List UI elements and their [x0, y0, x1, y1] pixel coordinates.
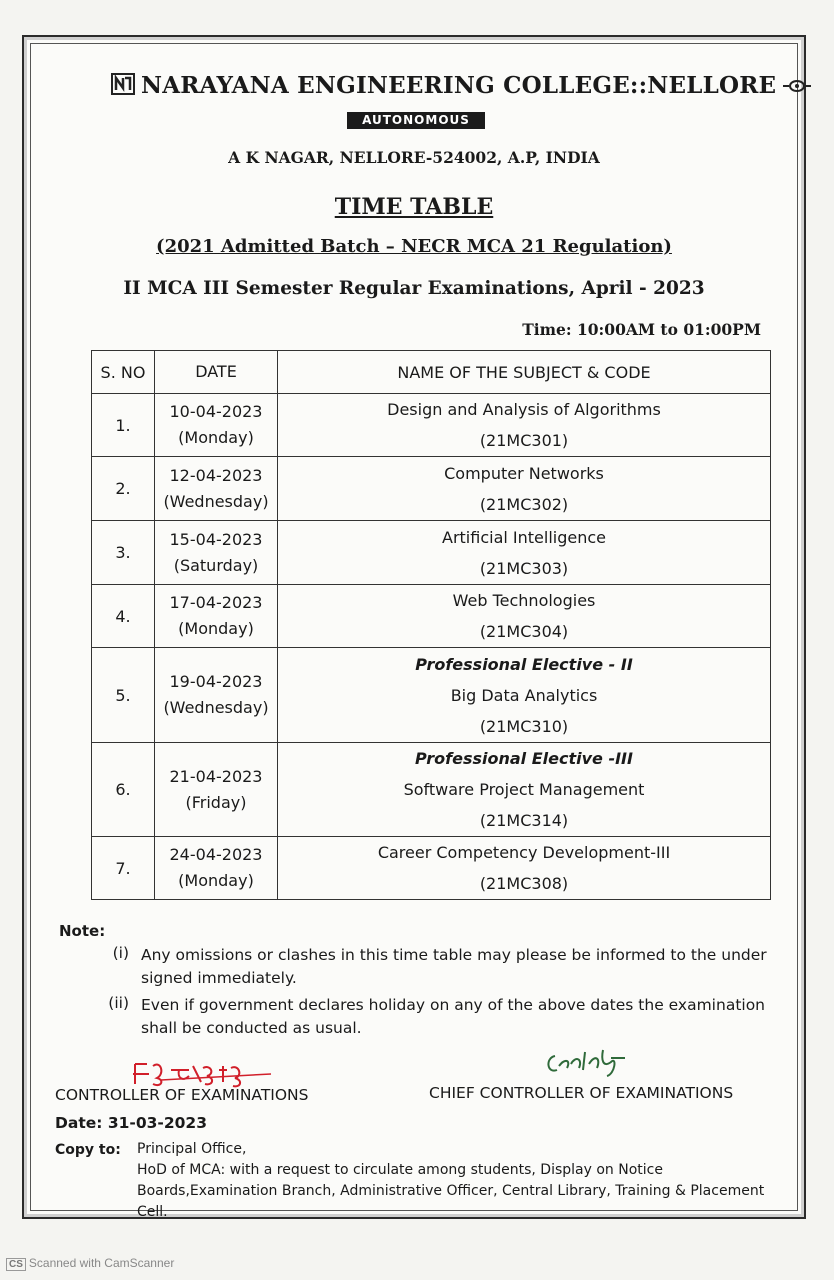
subject-code: (21MC304)	[479, 622, 569, 641]
note-text: Any omissions or clashes in this time table may please be informed to the under signed immediately.	[141, 946, 767, 987]
college-header	[111, 72, 777, 99]
subject-name: Design and Analysis of Algorithms	[387, 400, 661, 419]
row-date	[155, 743, 278, 837]
subject-name: Software Project Management	[403, 780, 645, 799]
subject-name: Big Data Analytics	[450, 685, 598, 705]
row-sno: 1.	[92, 394, 155, 457]
chief-controller-signature	[541, 1044, 651, 1084]
college-logo-icon	[111, 72, 135, 96]
notes-section	[59, 922, 779, 1040]
note-item	[59, 944, 779, 990]
row-subject	[278, 648, 771, 743]
batch-line: (2021 Admitted Batch – NECR MCA 21 Regulation)	[156, 236, 672, 257]
day-value: (Friday)	[185, 792, 247, 812]
timetable	[91, 350, 771, 900]
subject-code: (21MC314)	[479, 811, 569, 830]
row-sno: 7.	[92, 837, 155, 900]
table-row	[92, 837, 771, 900]
scanner-text: Scanned with CamScanner	[28, 1256, 175, 1270]
copy-to-list	[137, 1139, 777, 1223]
row-subject	[278, 837, 771, 900]
row-subject	[278, 585, 771, 648]
subject-name: Career Competency Development-III	[377, 843, 671, 862]
row-date	[155, 648, 278, 743]
table-row	[92, 648, 771, 743]
date-value: 10-04-2023	[169, 402, 263, 421]
elective-label: Professional Elective - II	[415, 654, 633, 674]
subject-name: Computer Networks	[444, 463, 604, 483]
college-name: NARAYANA ENGINEERING COLLEGE::NELLORE	[141, 72, 777, 99]
date-value: 15-04-2023	[169, 529, 263, 549]
day-value: (Saturday)	[173, 555, 259, 575]
chief-controller-title: CHIEF CONTROLLER OF EXAMINATIONS	[429, 1084, 734, 1102]
camscanner-icon: CS	[6, 1258, 26, 1271]
date-value: 19-04-2023	[169, 672, 263, 691]
row-sno: 4.	[92, 585, 155, 648]
table-header-row	[92, 351, 771, 394]
note-number: (ii)	[108, 994, 129, 1012]
autonomous-badge: AUTONOMOUS	[347, 112, 485, 129]
exam-time: Time: 10:00AM to 01:00PM	[522, 320, 761, 339]
date-value: 12-04-2023	[169, 465, 263, 485]
table-row	[92, 585, 771, 648]
accreditation-logo-icon	[782, 77, 812, 93]
note-text: Even if government declares holiday on any of the above dates the examination shall be conducted as usual.	[141, 996, 766, 1037]
subject-code: (21MC302)	[479, 494, 569, 514]
table-row	[92, 394, 771, 457]
row-subject	[278, 521, 771, 585]
date-value: 21-04-2023	[169, 766, 263, 786]
row-sno: 5.	[92, 648, 155, 743]
subject-name: Web Technologies	[452, 591, 596, 610]
date-value: 24-04-2023	[169, 845, 263, 864]
row-subject	[278, 743, 771, 837]
document-page	[22, 35, 806, 1219]
row-subject	[278, 394, 771, 457]
subject-code: (21MC308)	[479, 874, 569, 893]
table-row	[92, 457, 771, 521]
elective-label: Professional Elective -III	[415, 749, 633, 768]
row-sno: 2.	[92, 457, 155, 521]
notes-title: Note:	[59, 922, 106, 940]
controller-signature	[131, 1056, 291, 1090]
copy-line-2: HoD of MCA: with a request to circulate among students, Display on Notice Boards,Examination Branch, Administrative Officer, Central Library, Training & Placement Cell.	[137, 1162, 765, 1220]
scanner-watermark	[6, 1256, 174, 1271]
note-number: (i)	[112, 944, 129, 962]
subject-code: (21MC301)	[479, 431, 569, 450]
issue-date: Date: 31-03-2023	[55, 1114, 207, 1132]
subject-code: (21MC310)	[479, 716, 569, 736]
controller-title: CONTROLLER OF EXAMINATIONS	[55, 1086, 309, 1104]
row-date	[155, 394, 278, 457]
date-value: 17-04-2023	[169, 593, 263, 612]
table-row	[92, 521, 771, 585]
copy-to-label: Copy to:	[55, 1142, 121, 1158]
copy-line-1: Principal Office,	[137, 1141, 247, 1157]
college-address: A K NAGAR, NELLORE-524002, A.P, INDIA	[228, 148, 600, 167]
subject-code: (21MC303)	[479, 558, 569, 578]
table-row	[92, 743, 771, 837]
exam-line: II MCA III Semester Regular Examinations, April - 2023	[123, 278, 705, 299]
row-sno: 3.	[92, 521, 155, 585]
row-subject	[278, 457, 771, 521]
row-date	[155, 585, 278, 648]
day-value: (Wednesday)	[163, 491, 269, 511]
header-sno: S. NO	[92, 351, 155, 394]
row-date	[155, 457, 278, 521]
header-subject: NAME OF THE SUBJECT & CODE	[278, 351, 771, 394]
day-value: (Monday)	[178, 619, 254, 638]
row-date	[155, 521, 278, 585]
day-value: (Monday)	[178, 428, 254, 447]
row-date	[155, 837, 278, 900]
page-border	[30, 43, 798, 1220]
header-date: DATE	[155, 351, 278, 394]
subject-name: Artificial Intelligence	[442, 527, 606, 547]
document-title: TIME TABLE	[334, 194, 494, 220]
row-sno: 6.	[92, 743, 155, 837]
day-value: (Wednesday)	[163, 698, 269, 717]
note-item	[59, 994, 779, 1040]
day-value: (Monday)	[178, 871, 254, 890]
